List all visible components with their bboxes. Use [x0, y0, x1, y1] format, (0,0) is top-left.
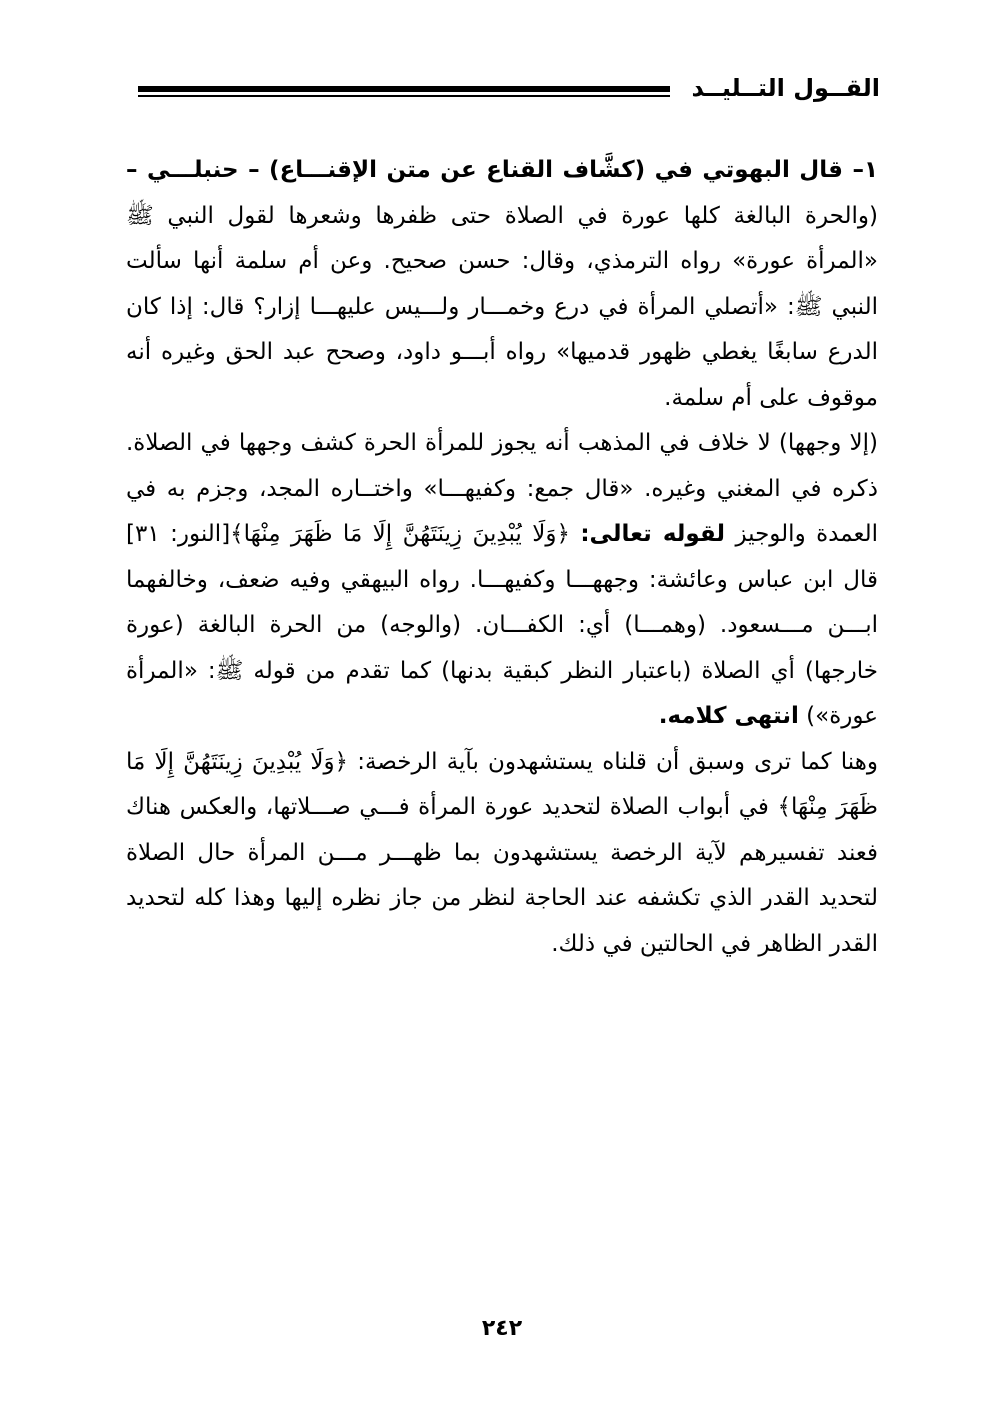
- header-rule-thin: [138, 95, 670, 97]
- text-segment: وهنا كما ترى وسبق أن قلناه يستشهدون بآية الرخصة:: [348, 748, 878, 775]
- paragraph: [126, 740, 878, 968]
- text-segment: (والحرة البالغة كلها عورة في الصلاة حتى ظفرها وشعرها لقول النبي ﷺ «المرأة عورة» رواه الترمذي، وقال: حسن صحيح. وعن أم سلمة أنها سألت النبي ﷺ: «أتصلي المرأة في درع وخمـــار ولـــيس عليهـــا إزار؟ قال: إذا كان الدرع سابغًا يغطي ظهور قدميها» رواه أبـــو داود، وصحح عبد الحق وغيره أنه موقوف على أم سلمة.: [126, 202, 878, 411]
- quran-verse: ﴿وَلَا يُبْدِينَ زِينَتَهُنَّ إِلَا مَا ظَهَرَ مِنْهَا﴾: [126, 748, 878, 820]
- text-segment: في أبواب الصلاة لتحديد عورة المرأة فـــي صـــلاتها، والعكس هناك فعند تفسيرهم لآية الرخصة يستشهدون بما ظهـــر مـــن المرأة حال الصلاة لتحديد القدر الذي تكشفه عند الحاجة لنظر من جاز نظره إليها وهذا كله لتحديد القدر الظاهر في الحالتين في ذلك.: [126, 794, 878, 957]
- bold-text: انتهى كلامه.: [658, 703, 799, 729]
- running-title: القــول التــليــد: [691, 74, 880, 102]
- page-body: [126, 148, 878, 967]
- quran-verse: ﴿وَلَا يُبْدِينَ زِينَتَهُنَّ إِلَا مَا ظَهَرَ مِنْهَا﴾: [230, 521, 581, 547]
- page-header: [128, 68, 880, 108]
- text-segment: (إلا وجهها) لا خلاف في المذهب أنه يجوز للمرأة الحرة كشف وجهها في الصلاة. ذكره في المغني وغيره. «قال جمع: وكفيهـــا» واختــاره المجد، وجزم به في العمدة والوجيز: [126, 430, 879, 547]
- paragraph: [126, 421, 878, 740]
- paragraph: [126, 148, 878, 421]
- bold-text: لقوله تعالى:: [580, 521, 726, 547]
- header-rule-thick: [138, 86, 670, 92]
- text-segment: [النور: ٣١] قال ابن عباس وعائشة: وجههـــا وكفيهـــا. رواه البيهقي وفيه ضعف، وخالفهما ابـــن مـــسعود. (وهمـــا) أي: الكفـــان. (والوجه) من الحرة البالغة (عورة خارجها) أي الصلاة (باعتبار النظر كبقية بدنها) كما تقدم من قوله ﷺ: «المرأة عورة»): [126, 521, 878, 729]
- page-number: ٢٤٢: [481, 1316, 523, 1341]
- paragraph-heading: ١– قال البهوتي في (كشَّاف القناع عن متن الإقنـــاع) – حنبلـــي –: [126, 157, 878, 183]
